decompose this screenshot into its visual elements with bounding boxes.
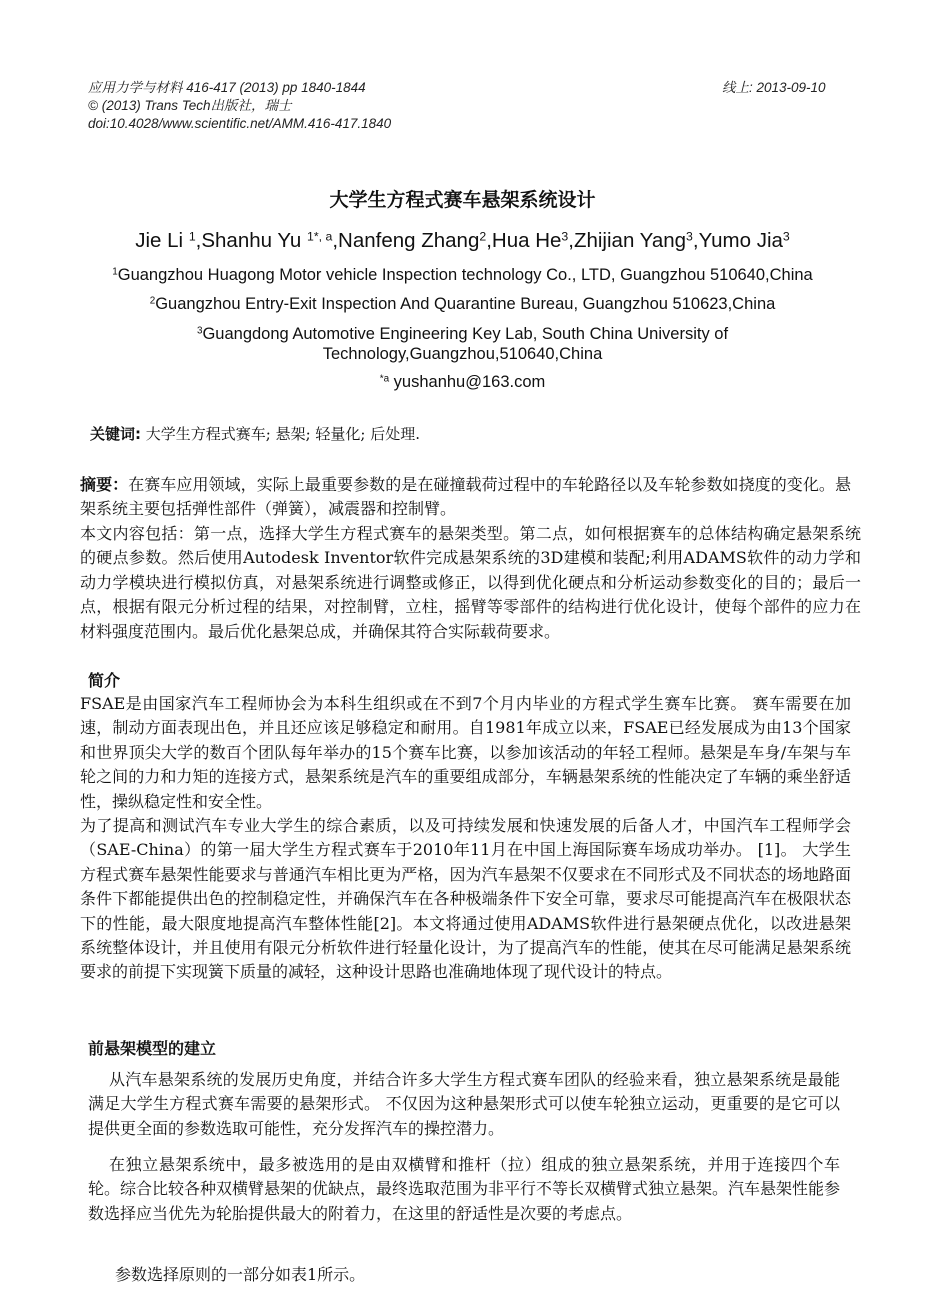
author-separator: ,	[486, 229, 492, 252]
affiliation-1	[0, 265, 925, 285]
section-heading-intro: 简介	[88, 671, 121, 690]
abstract-paragraph-2: 本文内容包括：第一点，选择大学生方程式赛车的悬架类型。第二点，如何根据赛车的总体结构确定悬架系统的硬点参数。然后使用Autodesk Inventor软件完成悬架系统的3D建模和装配;利用ADAMS软件的动力学和动力学模块进行模拟仿真，对悬架系统进行调整或修正，以得到优化硬点和分析运动参数变化的目的；最后一点，根据有限元分析过程的结果，对控制臂，立柱，摇臂等零部件的结构进行优化设计，使每个部件的应力在材料强度范围内。最后优化悬架总成，并确保其符合实际载荷要求。	[80, 524, 861, 641]
front-suspension-paragraph-2: 在独立悬架系统中，最多被选用的是由双横臂和推杆（拉）组成的独立悬架系统，并用于连接四个车轮。综合比较各种双横臂悬架的优缺点，最终选取范围为非平行不等长双横臂式独立悬架。汽车悬架性能参数选择应当优先为轮胎提供最大的附着力，在这里的舒适性是次要的考虑点。	[88, 1155, 841, 1223]
affiliation-1-marker: 1	[112, 266, 118, 278]
author-name: Nanfeng Zhang	[338, 229, 480, 252]
author-affiliation-marker: 3	[561, 229, 569, 244]
author-name: Yumo Jia	[698, 229, 783, 252]
affiliation-3-text-line2: Technology,Guangzhou,510640,China	[322, 345, 603, 363]
affiliation-3-marker: 3	[196, 325, 203, 337]
author-affiliation-marker: 1	[188, 229, 196, 244]
author-affiliation-marker: 1*, a	[307, 229, 333, 244]
affiliation-3	[0, 324, 925, 364]
author-affiliation-marker: 3	[686, 229, 693, 244]
affiliation-2	[0, 294, 925, 314]
affiliation-1-text: Guangzhou Huagong Motor vehicle Inspection technology Co., LTD, Guangzhou 510640,China	[117, 266, 813, 284]
author-separator: ,	[332, 229, 339, 252]
author-name: Shanhu Yu	[201, 229, 308, 252]
online-date: 线上: 2013-09-10	[722, 80, 826, 95]
keywords	[90, 423, 420, 444]
email-address: yushanhu@163.com	[389, 373, 546, 391]
intro-paragraph-1: FSAE是由国家汽车工程师协会为本科生组织或在不到7个月内毕业的方程式学生赛车比赛。 赛车需要在加速，制动方面表现出色，并且还应该足够稳定和耐用。自1981年成立以来，FSAE已经发展成为由13个国家和世界顶尖大学的数百个团队每年举办的15个赛车比赛，以参加该活动的年轻工程师。悬架是车身/车架与车轮之间的力和力矩的连接方式，悬架系统是汽车的重要组成部分，车辆悬架系统的性能决定了车辆的乘坐舒适性，操纵稳定性和安全性。	[80, 694, 851, 811]
author-name: Jie Li	[135, 229, 189, 252]
keywords-text: 大学生方程式赛车; 悬架; 轻量化; 后处理.	[141, 425, 421, 443]
affiliation-3-text-line1: Guangdong Automotive Engineering Key Lab, South China University of	[202, 325, 729, 343]
doi-line: doi:10.4028/www.scientific.net/AMM.416-417.1840	[88, 116, 392, 131]
author-name: Hua He	[491, 229, 562, 252]
publisher-copyright: © (2013) Trans Tech出版社，瑞士	[88, 98, 292, 113]
author-separator: ,	[568, 229, 574, 252]
paper-title: 大学生方程式赛车悬架系统设计	[329, 189, 596, 211]
author-list	[0, 229, 925, 253]
affiliation-2-marker: 2	[149, 295, 156, 307]
affiliation-2-text: Guangzhou Entry-Exit Inspection And Quarantine Bureau, Guangzhou 510623,China	[155, 295, 776, 313]
abstract-paragraph-1	[80, 473, 851, 522]
front-suspension-paragraph-3: 参数选择原则的一部分如表1所示。	[115, 1265, 366, 1284]
contact-email	[0, 372, 925, 392]
intro-paragraph-2: 为了提高和测试汽车专业大学生的综合素质，以及可持续发展和快速发展的后备人才，中国汽车工程师学会（SAE-China）的第一届大学生方程式赛车于2010年11月在中国上海国际赛车场成功举办。 [1]。 大学生方程式赛车悬架性能要求与普通汽车相比更为严格，因为汽车悬架不仅要求在不同形式及不同状态的场地路面条件下都能提供出色的控制稳定性，并确保汽车在各种极端条件下安全可靠，要求尽可能提高汽车在极限状态下的性能，最大限度地提高汽车整体性能[2]。本文将通过使用ADAMS软件进行悬架硬点优化，以改进悬架系统整体设计，并且使用有限元分析软件进行轻量化设计，为了提高汽车的性能，使其在尽可能满足悬架系统要求的前提下实现簧下质量的减轻，这种设计思路也准确地体现了现代设计的特点。	[80, 816, 851, 982]
abstract-label: 摘要：	[80, 475, 129, 494]
abstract-text-1: 在赛车应用领域，实际上最重要参数的是在碰撞载荷过程中的车轮路径以及车轮参数如挠度的变化。悬架系统主要包括弹性部件（弹簧），减震器和控制臂。	[80, 475, 851, 519]
author-separator: ,	[195, 229, 202, 252]
email-marker: *a	[379, 373, 390, 385]
author-affiliation-marker: 2	[479, 229, 487, 244]
author-affiliation-marker: 3	[782, 229, 790, 244]
author-separator: ,	[692, 229, 699, 252]
author-name: Zhijian Yang	[573, 229, 687, 252]
keywords-label: 关键词:	[90, 425, 141, 443]
journal-citation: 应用力学与材料 416-417 (2013) pp 1840-1844	[88, 80, 366, 95]
running-header	[88, 79, 391, 133]
section-heading-front-suspension: 前悬架模型的建立	[88, 1039, 217, 1058]
front-suspension-paragraph-1: 从汽车悬架系统的发展历史角度，并结合许多大学生方程式赛车团队的经验来看，独立悬架系统是最能满足大学生方程式赛车需要的悬架形式。 不仅因为这种悬架形式可以使车轮独立运动，更重要的是它可以提供更全面的参数选取可能性，充分发挥汽车的操控潜力。	[88, 1070, 840, 1138]
